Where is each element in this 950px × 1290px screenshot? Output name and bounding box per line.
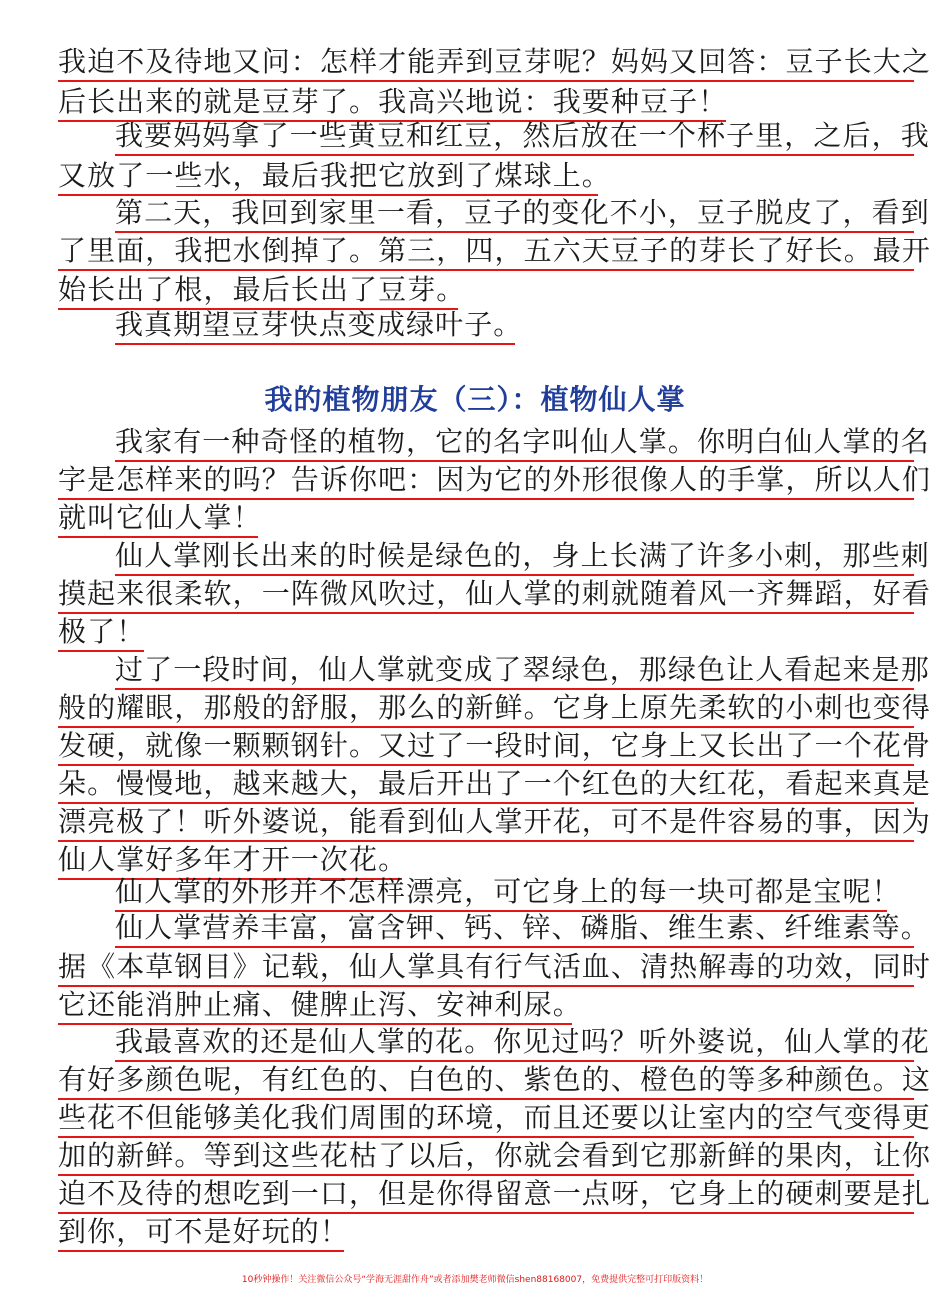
text-line: 我最喜欢的还是仙人掌的花。你见过吗？听外婆说，仙人掌的花 <box>115 1025 930 1058</box>
red-underline <box>58 1250 344 1252</box>
text-line: 过了一段时间，仙人掌就变成了翠绿色，那绿色让人看起来是那 <box>115 653 930 686</box>
text-line: 始长出了根，最后长出了豆芽。 <box>58 273 466 306</box>
red-underline <box>58 80 914 82</box>
text-line: 些花不但能够美化我们周围的环境，而且还要以让室内的空气变得更 <box>58 1101 932 1134</box>
text-line: 它还能消肿止痛、健脾止泻、安神利尿。 <box>58 988 582 1021</box>
text-line: 仙人掌营养丰富，富含钾、钙、锌、磷脂、维生素、纤维素等。 <box>115 911 930 944</box>
text-line: 朵。慢慢地，越来越大，最后开出了一个红色的大红花，看起来真是 <box>58 767 932 800</box>
text-line: 漂亮极了！听外婆说，能看到仙人掌开花，可不是件容易的事，因为 <box>58 805 932 838</box>
text-line: 又放了一些水，最后我把它放到了煤球上。 <box>58 159 611 192</box>
text-line: 了里面，我把水倒掉了。第三，四，五六天豆子的芽长了好长。最开 <box>58 234 932 267</box>
text-line: 我要妈妈拿了一些黄豆和红豆，然后放在一个杯子里，之后，我 <box>115 119 930 152</box>
red-underline <box>115 946 914 948</box>
text-line: 我真期望豆芽快点变成绿叶子。 <box>115 308 523 341</box>
text-line: 仙人掌刚长出来的时候是绿色的，身上长满了许多小刺，那些刺 <box>115 539 930 572</box>
text-line: 般的耀眼，那般的舒服，那么的新鲜。它身上原先柔软的小刺也变得 <box>58 691 932 724</box>
text-line: 后长出来的就是豆芽了。我高兴地说：我要种豆子！ <box>58 85 728 118</box>
red-underline <box>58 269 914 271</box>
text-line: 就叫它仙人掌！ <box>58 501 262 534</box>
footer-note: 10秒钟操作！关注微信公众号“学海无涯甜作舟”或者添加樊老师微信shen88168007，免费提供完整可打印版资料！ <box>241 1275 709 1285</box>
article-title: 我的植物朋友（三）：植物仙人掌 <box>264 383 686 416</box>
text-line: 有好多颜色呢，有红色的、白色的、紫色的、橙色的等多种颜色。这 <box>58 1063 932 1096</box>
text-line: 据《本草钢目》记载，仙人掌具有行气活血、清热解毒的功效，同时 <box>58 950 932 983</box>
text-line: 字是怎样来的吗？告诉你吧：因为它的外形很像人的手掌，所以人们 <box>58 463 932 496</box>
text-line: 我家有一种奇怪的植物，它的名字叫仙人掌。你明白仙人掌的名 <box>115 425 930 458</box>
text-line: 仙人掌的外形并不怎样漂亮，可它身上的每一块可都是宝呢！ <box>115 875 901 908</box>
text-line: 发硬，就像一颗颗钢针。又过了一段时间，它身上又长出了一个花骨 <box>58 729 932 762</box>
text-line: 极了！ <box>58 615 146 648</box>
red-underline <box>58 612 914 614</box>
text-line: 迫不及待的想吃到一口，但是你得留意一点呀，它身上的硬刺要是扎 <box>58 1177 932 1210</box>
text-line: 摸起来很柔软，一阵微风吹过，仙人掌的刺就随着风一齐舞蹈，好看 <box>58 577 932 610</box>
text-line: 我迫不及待地又问：怎样才能弄到豆芽呢？妈妈又回答：豆子长大之 <box>58 45 932 78</box>
red-underline <box>115 154 914 156</box>
text-line: 加的新鲜。等到这些花枯了以后，你就会看到它那新鲜的果肉，让你 <box>58 1139 932 1172</box>
text-line: 到你，可不是好玩的！ <box>58 1215 350 1248</box>
red-underline <box>115 343 515 345</box>
text-line: 第二天，我回到家里一看，豆子的变化不小，豆子脱皮了，看到 <box>115 196 930 229</box>
text-line: 仙人掌好多年才开一次花。 <box>58 843 408 876</box>
